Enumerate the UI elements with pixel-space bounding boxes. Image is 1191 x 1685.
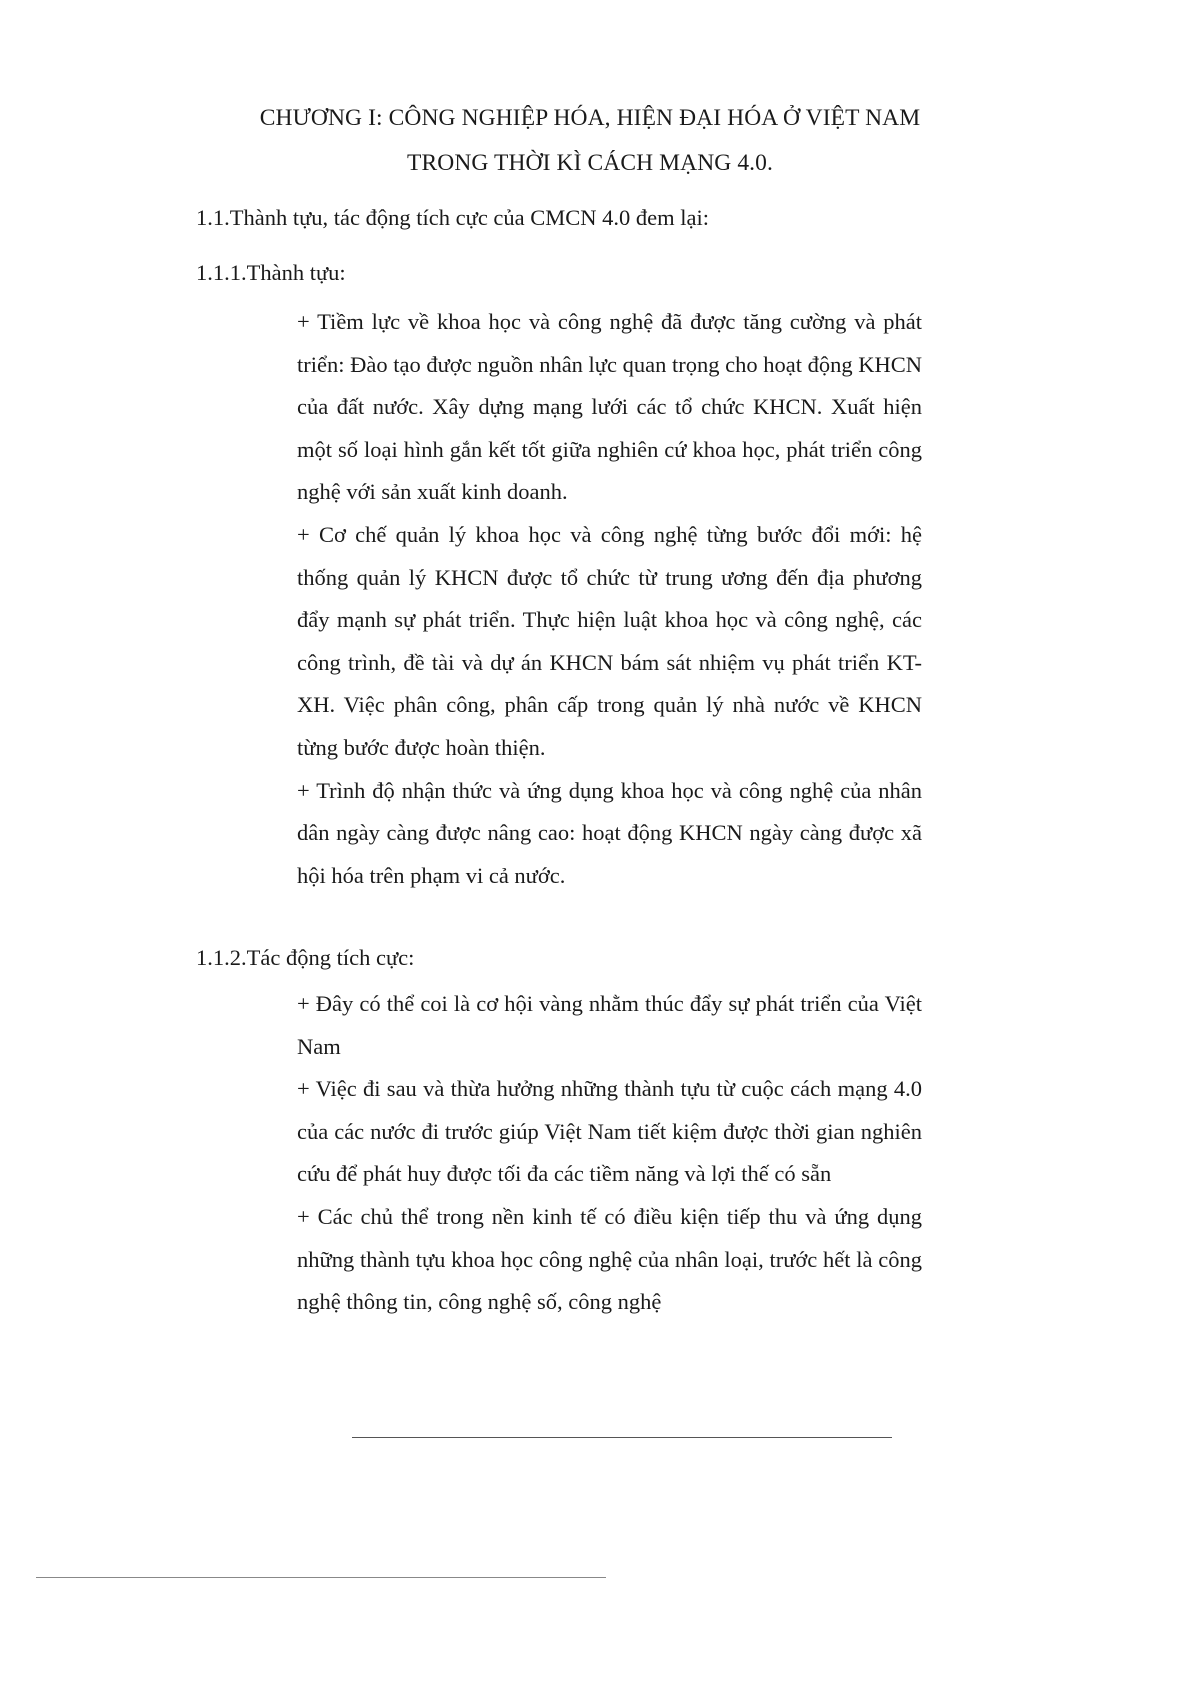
section-heading-1-1-1: 1.1.1.Thành tựu: bbox=[196, 260, 346, 285]
impact-paragraph: + Đây có thể coi là cơ hội vàng nhằm thúc đẩy sự phát triển của Việt Nam bbox=[297, 991, 922, 1059]
chapter-title bbox=[140, 96, 1040, 186]
achievement-paragraph: + Trình độ nhận thức và ứng dụng khoa học và công nghệ của nhân dân ngày càng được nâng cao: hoạt động KHCN ngày càng được xã hội hóa trên phạm vi cả nước. bbox=[297, 777, 922, 888]
section-heading-1-1-2: 1.1.2.Tác động tích cực: bbox=[196, 945, 415, 970]
achievement-paragraph: + Tiềm lực về khoa học và công nghệ đã được tăng cường và phát triển: Đào tạo được nguồn nhân lực quan trọng cho hoạt động KHCN của đất nước. Xây dựng mạng lưới các tổ chức KHCN. Xuất hiện một số loại hình gắn kết tốt giữa nghiên cứ khoa học, phát triển công nghệ với sản xuất kinh doanh. bbox=[297, 309, 922, 505]
impact-paragraph: + Việc đi sau và thừa hưởng những thành tựu từ cuộc cách mạng 4.0 của các nước đi trước giúp Việt Nam tiết kiệm được thời gian nghiên cứu để phát huy được tối đa các tiềm năng và lợi thế có sẵn bbox=[297, 1076, 922, 1187]
achievement-paragraph: + Cơ chế quản lý khoa học và công nghệ từng bước đổi mới: hệ thống quản lý KHCN được tổ chức từ trung ương đến địa phương đẩy mạnh sự phát triển. Thực hiện luật khoa học và công nghệ, các công trình, đề tài và dự án KHCN bám sát nhiệm vụ phát triển KT- XH. Việc phân công, phân cấp trong quản lý nhà nước về KHCN từng bước được hoàn thiện. bbox=[297, 521, 922, 760]
impact-paragraph: + Các chủ thể trong nền kinh tế có điều kiện tiếp thu và ứng dụng những thành tựu khoa học công nghệ của nhân loại, trước hết là công nghệ thông tin, công nghệ số, công nghệ bbox=[297, 1203, 922, 1315]
chapter-title-line-2: TRONG THỜI KÌ CÁCH MẠNG 4.0. bbox=[407, 150, 773, 176]
positive-impacts-list bbox=[297, 983, 922, 1324]
page-bottom-divider bbox=[36, 1577, 606, 1578]
chapter-title-line-1: CHƯƠNG I: CÔNG NGHIỆP HÓA, HIỆN ĐẠI HÓA Ở VIỆT NAM bbox=[259, 105, 921, 131]
section-heading-1-1: 1.1.Thành tựu, tác động tích cực của CMCN 4.0 đem lại: bbox=[196, 205, 710, 230]
achievements-list bbox=[297, 301, 922, 897]
footnote-divider bbox=[352, 1437, 892, 1438]
